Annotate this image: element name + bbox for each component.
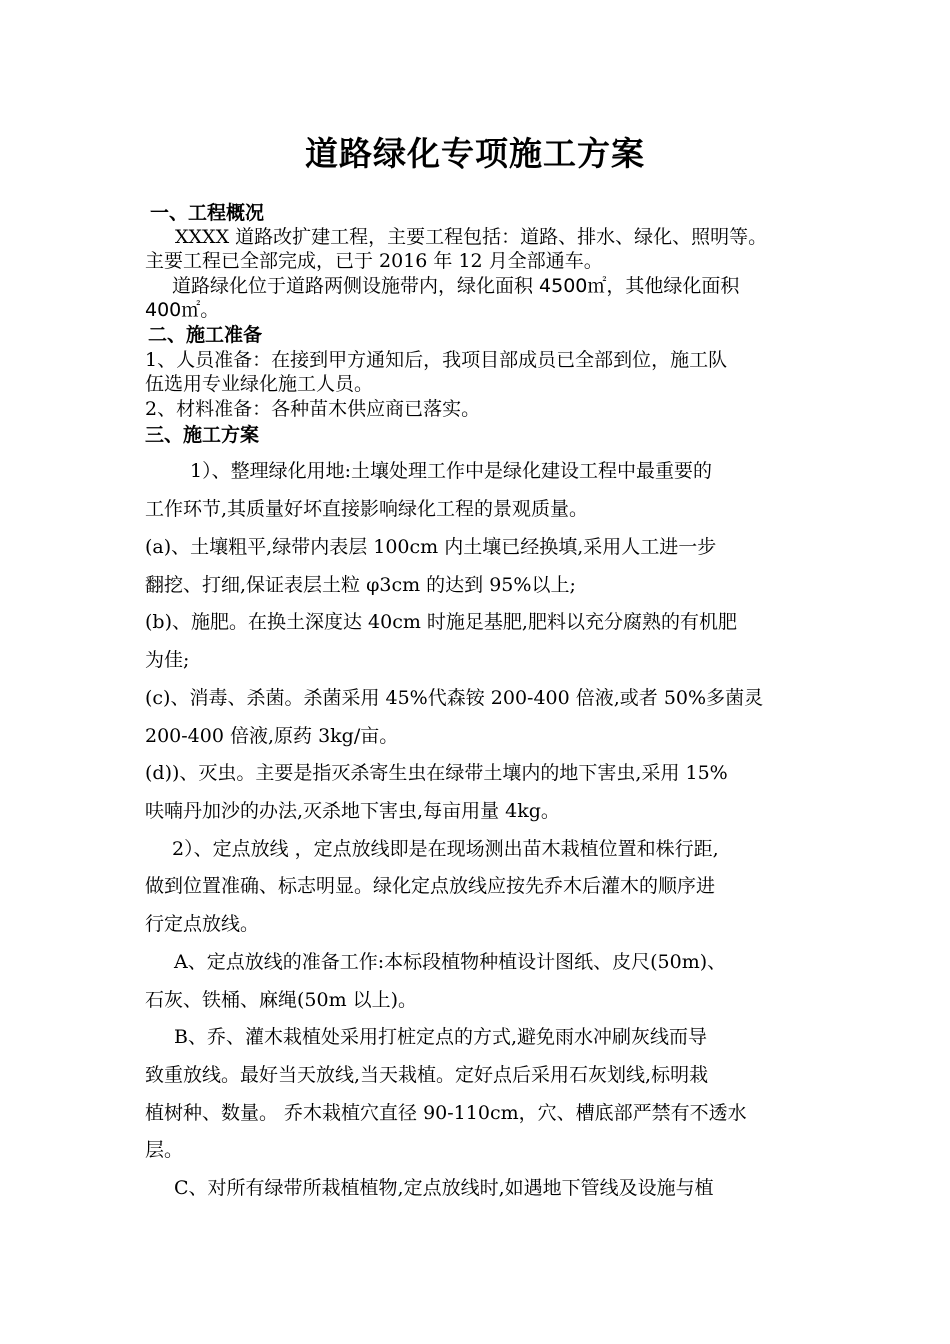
section-heading-preparation: 二、施工准备 bbox=[148, 324, 263, 346]
plan-line: 层。 bbox=[145, 1139, 184, 1161]
section-heading-plan: 三、施工方案 bbox=[145, 424, 260, 446]
plan-line: 200-400 倍液,原药 3kg/亩。 bbox=[145, 725, 399, 747]
plan-line: (d))、灭虫。主要是指灭杀寄生虫在绿带土壤内的地下害虫,采用 15% bbox=[145, 762, 728, 784]
preparation-line: 1、人员准备：在接到甲方通知后，我项目部成员已全部到位，施工队 bbox=[145, 349, 728, 371]
overview-line: 主要工程已全部完成，已于 2016 年 12 月全部通车。 bbox=[145, 250, 603, 272]
plan-line: B、乔、灌木栽植处采用打桩定点的方式,避免雨水冲刷灰线而导 bbox=[174, 1026, 708, 1048]
preparation-line: 伍选用专业绿化施工人员。 bbox=[145, 373, 374, 395]
section-heading-overview: 一、工程概况 bbox=[150, 202, 265, 224]
plan-line: 植树种、数量。 乔木栽植穴直径 90-110cm，穴、槽底部严禁有不透水 bbox=[145, 1102, 747, 1124]
plan-line: A、定点放线的准备工作:本标段植物种植设计图纸、皮尺(50m)、 bbox=[174, 951, 727, 973]
plan-line: 致重放线。最好当天放线,当天栽植。定好点后采用石灰划线,标明栽 bbox=[145, 1064, 709, 1086]
overview-line: 道路绿化位于道路两侧设施带内，绿化面积 4500㎡，其他绿化面积 bbox=[172, 275, 740, 297]
plan-line: C、对所有绿带所栽植植物,定点放线时,如遇地下管线及设施与植 bbox=[174, 1177, 714, 1199]
preparation-line: 2、材料准备：各种苗木供应商已落实。 bbox=[145, 398, 481, 420]
plan-line: 为佳; bbox=[145, 649, 190, 671]
plan-line: (a)、土壤粗平,绿带内表层 100cm 内土壤已经换填,采用人工进一步 bbox=[145, 536, 717, 558]
overview-line: 400㎡。 bbox=[145, 299, 220, 321]
plan-line: 石灰、铁桶、麻绳(50m 以上)。 bbox=[145, 989, 418, 1011]
plan-line: 呋喃丹加沙的办法,灭杀地下害虫,每亩用量 4kg。 bbox=[145, 800, 560, 822]
document-title: 道路绿化专项施工方案 bbox=[305, 134, 645, 173]
plan-line: 行定点放线。 bbox=[145, 913, 260, 935]
plan-line: 2）、定点放线 ，定点放线即是在现场测出苗木栽植位置和株行距, bbox=[172, 838, 719, 860]
plan-line: 做到位置准确、标志明显。绿化定点放线应按先乔木后灌木的顺序进 bbox=[145, 875, 716, 897]
plan-line: 工作环节,其质量好坏直接影响绿化工程的景观质量。 bbox=[145, 498, 589, 520]
plan-line: (c)、消毒、杀菌。杀菌采用 45%代森铵 200-400 倍液,或者 50%多菌灵 bbox=[145, 687, 764, 709]
plan-line: 1）、整理绿化用地:土壤处理工作中是绿化建设工程中最重要的 bbox=[190, 460, 712, 482]
plan-line: (b)、施肥。在换土深度达 40cm 时施足基肥,肥料以充分腐熟的有机肥 bbox=[145, 611, 737, 633]
plan-line: 翻挖、打细,保证表层土粒 φ3cm 的达到 95%以上; bbox=[145, 574, 576, 596]
overview-line: XXXX 道路改扩建工程，主要工程包括：道路、排水、绿化、照明等。 bbox=[175, 226, 768, 248]
